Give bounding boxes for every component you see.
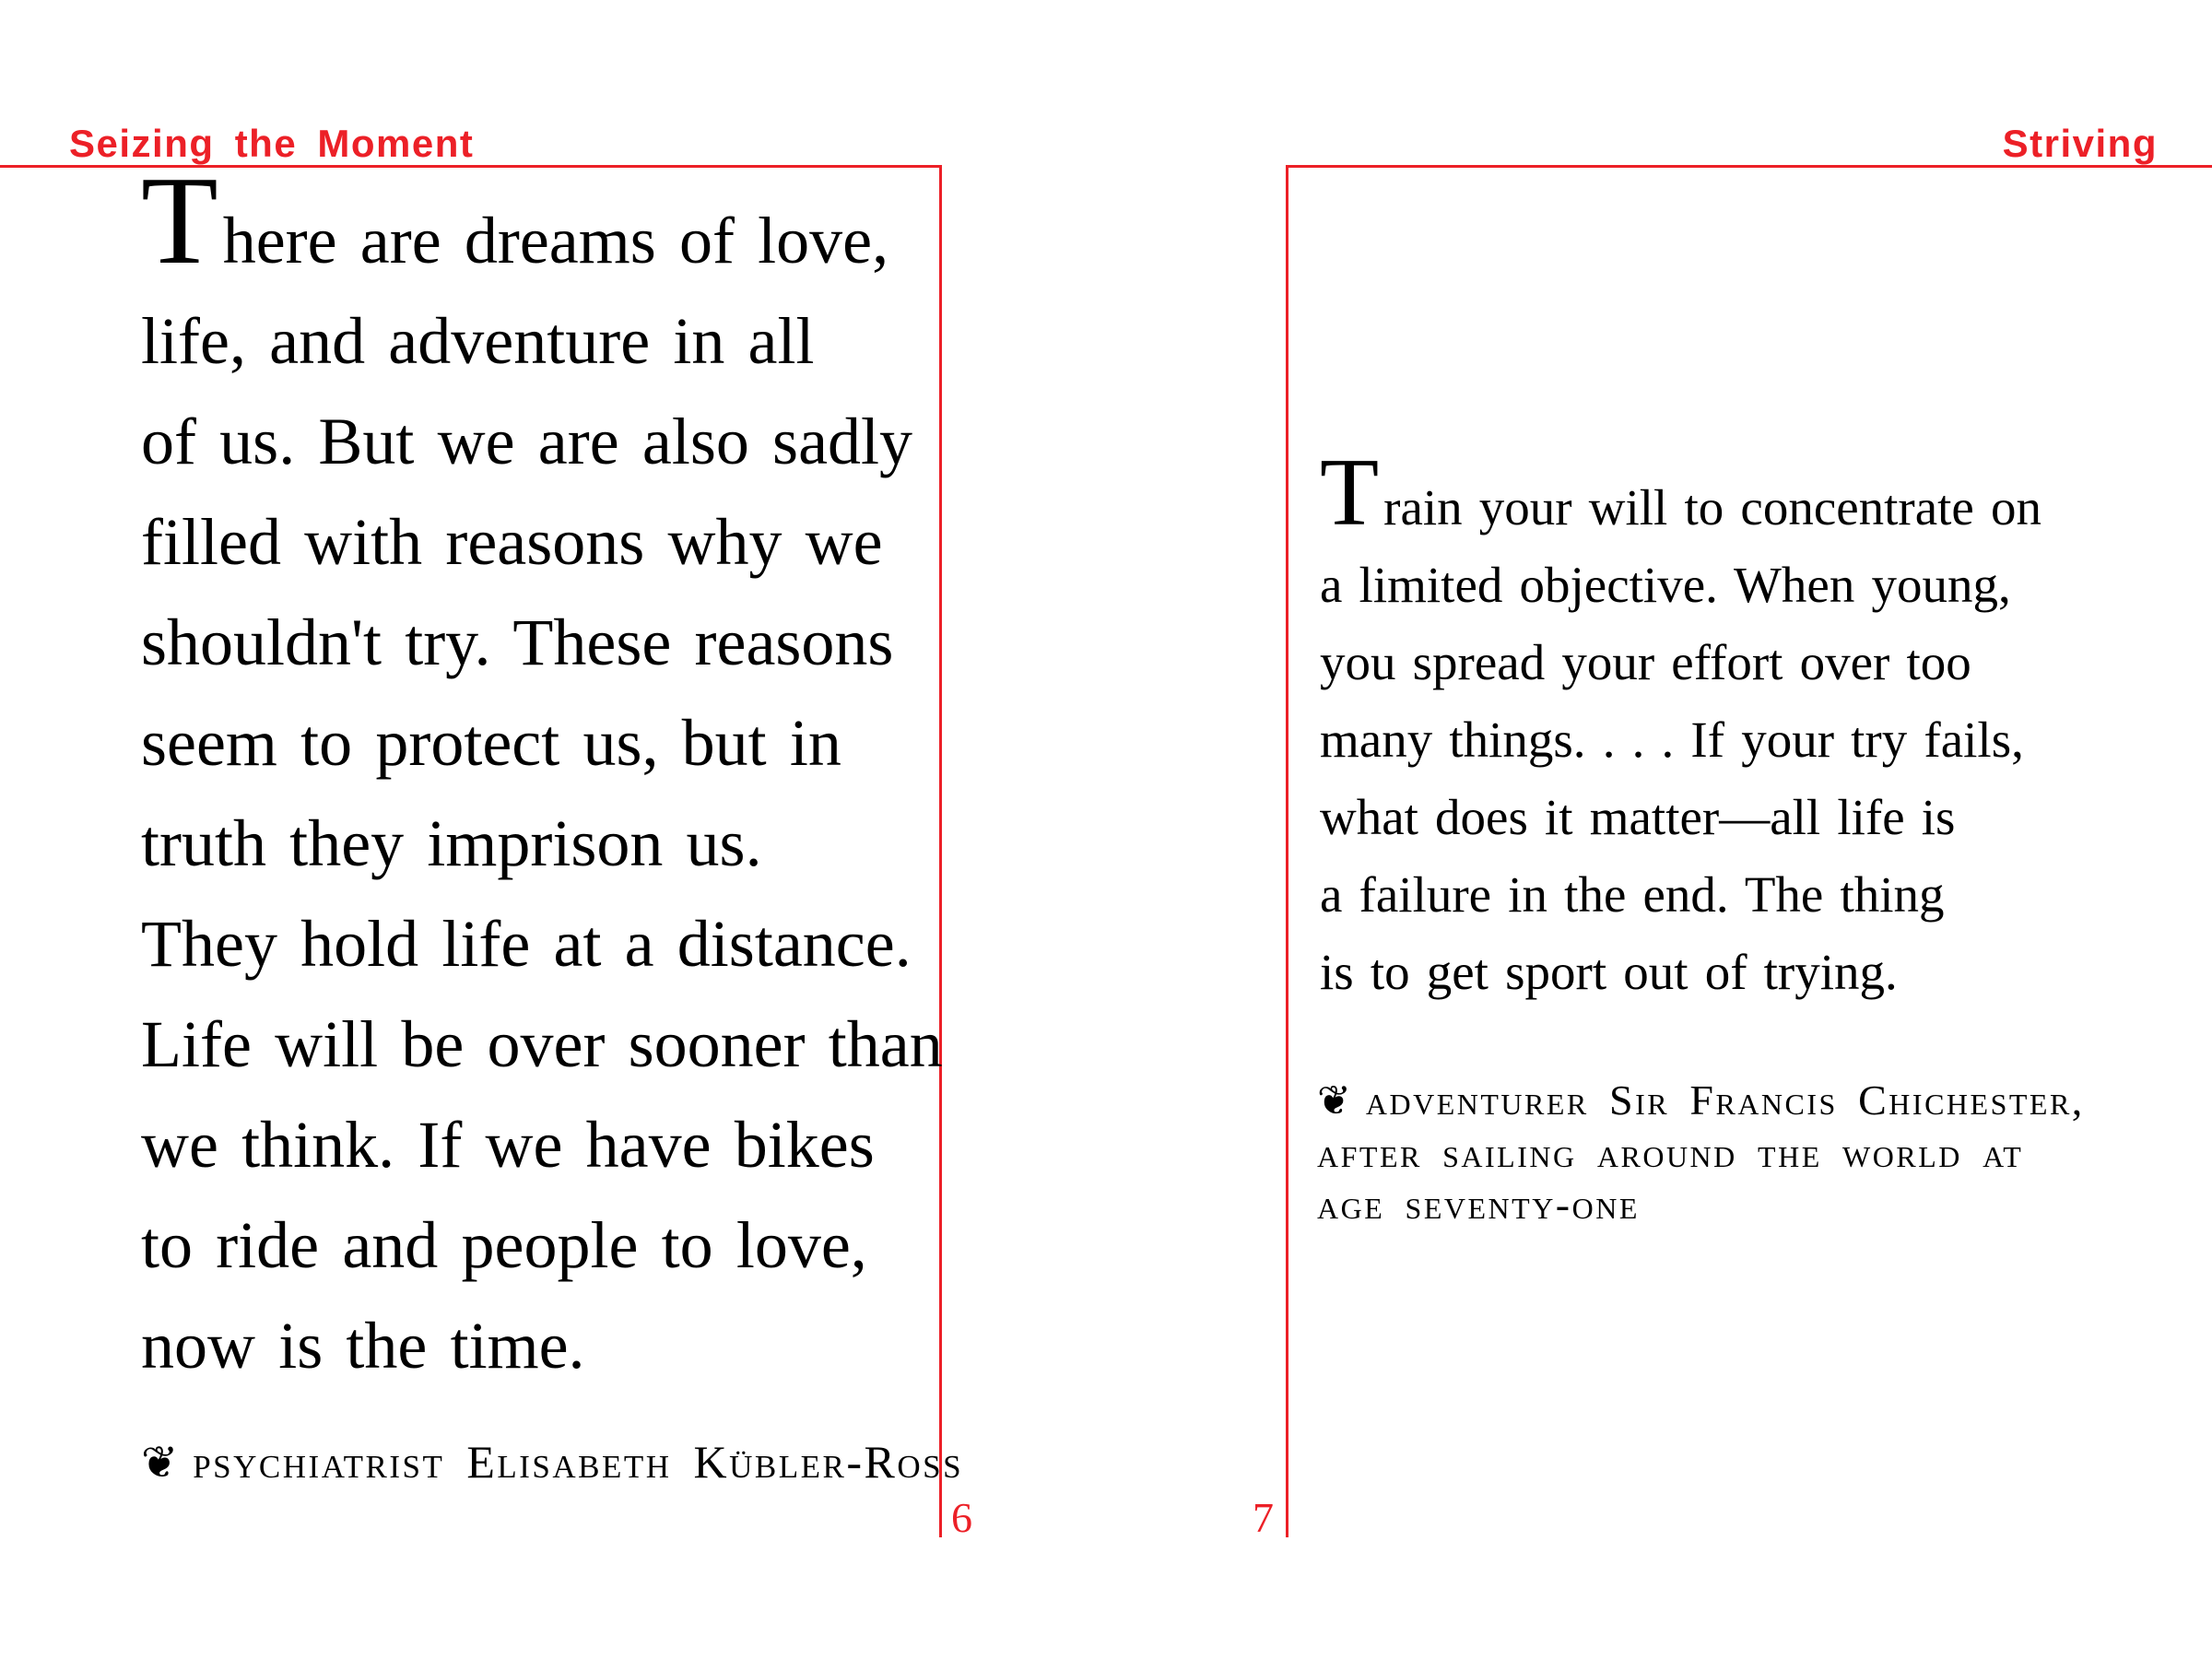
quote-line-text: here are dreams of love,: [222, 204, 889, 277]
quote-line: of us. But we are also sadly: [141, 405, 913, 478]
quote-line: [1320, 438, 2041, 547]
page-number-left: 6: [951, 1494, 972, 1541]
quote-left-page: [141, 150, 943, 1396]
quote-line: is to get sport out of trying.: [1320, 944, 1898, 1000]
quote-line: They hold life at a distance.: [141, 907, 912, 981]
attribution-right: [1317, 1075, 2085, 1230]
quote-line: truth they imprison us.: [141, 806, 762, 880]
quote-line-text: rain your will to concentrate on: [1383, 479, 2041, 535]
drop-cap: T: [141, 150, 218, 290]
quote-line: a limited objective. When young,: [1320, 557, 2011, 613]
quote-line: shouldn't try. These reasons: [141, 606, 894, 679]
quote-line: a failure in the end. The thing: [1320, 866, 1945, 923]
quote-line: to ride and people to love,: [141, 1208, 867, 1282]
quote-line: now is the time.: [141, 1309, 585, 1382]
quote-line: many things. . . . If your try fails,: [1320, 712, 2024, 768]
attribution-text: adventurer Sir Francis Chichester,: [1365, 1077, 2085, 1124]
quote-line: what does it matter—all life is: [1320, 789, 1956, 845]
quote-line: [141, 150, 943, 291]
quote-line: you spread your effort over too: [1320, 634, 1971, 690]
quote-right-page: [1320, 438, 2041, 1011]
attribution-line: [1317, 1075, 2085, 1127]
fleuron-icon: ❦: [141, 1437, 179, 1488]
drop-cap: T: [1320, 438, 1380, 546]
running-head-right: Striving: [2002, 122, 2158, 165]
fleuron-icon: ❦: [1317, 1077, 1351, 1124]
quote-line: filled with reasons why we: [141, 505, 883, 579]
running-head-left: Seizing the Moment: [69, 122, 475, 165]
quote-line: Life will be over sooner than: [141, 1007, 943, 1081]
attribution-line: after sailing around the world at: [1317, 1129, 2024, 1176]
page-number-right: 7: [1253, 1494, 1274, 1541]
quote-line: we think. If we have bikes: [141, 1108, 875, 1182]
quote-line: seem to protect us, but in: [141, 706, 841, 780]
attribution-text: psychiatrist Elisabeth Kübler-Ross: [193, 1436, 964, 1488]
quote-line: life, and adventure in all: [141, 304, 815, 378]
attribution-left: [141, 1434, 963, 1490]
vertical-rule-right-page: [1286, 165, 1288, 1537]
attribution-line: age seventy-one: [1317, 1181, 1640, 1228]
